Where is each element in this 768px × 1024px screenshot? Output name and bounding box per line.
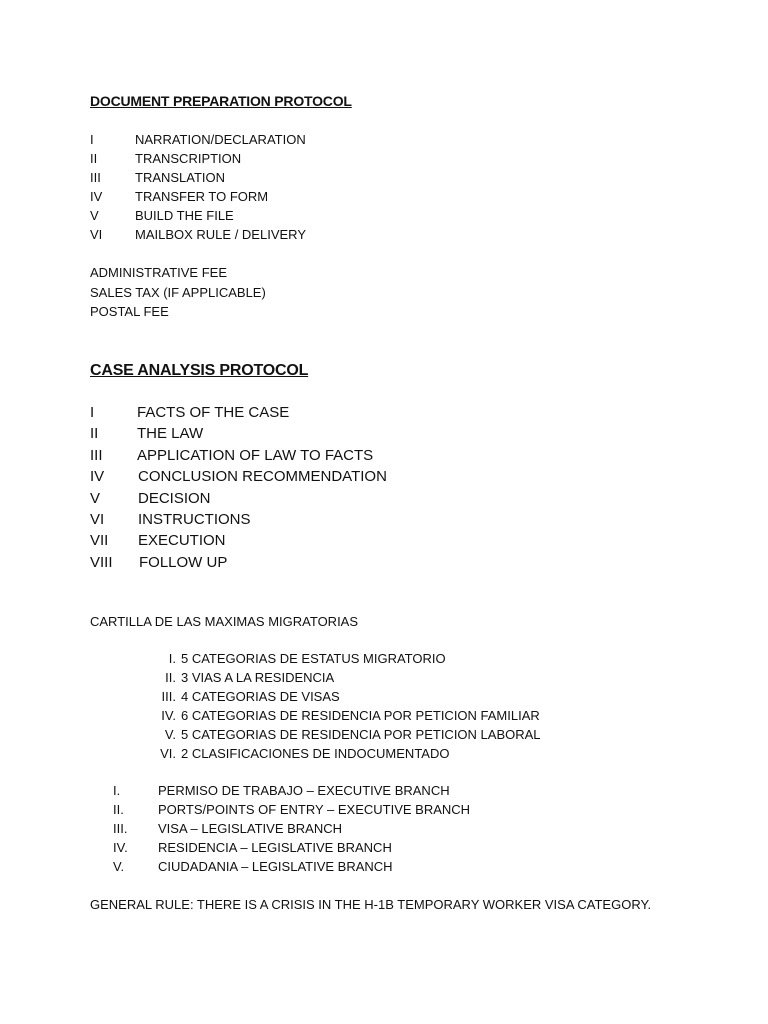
item-number: I — [90, 132, 94, 147]
item-text: CIUDADANIA – LEGISLATIVE BRANCH — [158, 859, 393, 874]
fees-list — [90, 265, 266, 324]
item-text: PORTS/POINTS OF ENTRY – EXECUTIVE BRANCH — [158, 802, 471, 817]
item-text: 4 CATEGORIAS DE VISAS — [181, 689, 340, 704]
item-text: INSTRUCTIONS — [138, 510, 251, 528]
item-text: NARRATION/DECLARATION — [135, 132, 306, 147]
item-text: FACTS OF THE CASE — [137, 404, 290, 421]
item-number: IV — [90, 189, 103, 204]
item-number: II. — [165, 670, 176, 685]
item-number: IV. — [113, 840, 128, 855]
item-text: VISA – LEGISLATIVE BRANCH — [158, 821, 342, 836]
item-text: EXECUTION — [138, 532, 226, 550]
item-text: TRANSCRIPTION — [135, 151, 242, 166]
case-analysis-title: CASE ANALYSIS PROTOCOL — [90, 362, 309, 379]
item-text: 5 CATEGORIAS DE RESIDENCIA POR PETICION LABORAL — [181, 727, 541, 742]
item-text: TRANSFER TO FORM — [135, 189, 269, 204]
item-text: CONCLUSION RECOMMENDATION — [138, 468, 387, 486]
item-number: I — [90, 404, 95, 421]
item-number: V — [90, 489, 101, 507]
item-number: VI — [90, 510, 105, 528]
item-text: FOLLOW UP — [139, 553, 228, 571]
item-text: MAILBOX RULE / DELIVERY — [135, 227, 306, 242]
item-number: III. — [113, 821, 128, 836]
item-text: PERMISO DE TRABAJO – EXECUTIVE BRANCH — [158, 783, 450, 798]
item-text: TRANSLATION — [135, 170, 226, 185]
item-number: VII — [90, 532, 109, 550]
item-number: II — [90, 425, 99, 443]
cartilla-title: CARTILLA DE LAS MAXIMAS MIGRATORIAS — [90, 614, 359, 629]
item-number: IV — [90, 468, 105, 486]
item-number: VI. — [160, 746, 176, 761]
general-rule: GENERAL RULE: THERE IS A CRISIS IN THE H-1B TEMPORARY WORKER VISA CATEGORY. — [90, 897, 652, 912]
item-text: 6 CATEGORIAS DE RESIDENCIA POR PETICION FAMILIAR — [181, 708, 540, 723]
item-text: 3 VIAS A LA RESIDENCIA — [181, 670, 335, 685]
item-text: DECISION — [138, 489, 211, 507]
item-number: V — [90, 208, 99, 223]
item-number: V. — [164, 727, 176, 742]
fee-item: SALES TAX (IF APPLICABLE) — [90, 284, 266, 300]
item-number: I. — [113, 783, 121, 798]
item-text: THE LAW — [137, 425, 204, 443]
doc-prep-title: DOCUMENT PREPARATION PROTOCOL — [90, 93, 352, 109]
item-text: 2 CLASIFICACIONES DE INDOCUMENTADO — [181, 746, 450, 761]
item-number: II — [90, 151, 98, 166]
fee-item: POSTAL FEE — [90, 304, 169, 319]
item-number: III. — [161, 689, 176, 704]
item-number: VIII — [90, 553, 113, 571]
item-number: IV. — [161, 708, 176, 723]
item-text: 5 CATEGORIAS DE ESTATUS MIGRATORIO — [181, 651, 446, 666]
item-number: V. — [113, 859, 125, 874]
item-number: II. — [113, 802, 124, 817]
item-number: III — [90, 446, 103, 464]
item-number: III — [90, 170, 101, 185]
fee-item: ADMINISTRATIVE FEE — [90, 265, 227, 280]
item-text: APPLICATION OF LAW TO FACTS — [137, 446, 374, 464]
item-number: I. — [168, 651, 176, 666]
item-text: RESIDENCIA – LEGISLATIVE BRANCH — [158, 840, 392, 855]
item-text: BUILD THE FILE — [135, 208, 234, 223]
item-number: VI — [90, 227, 103, 242]
